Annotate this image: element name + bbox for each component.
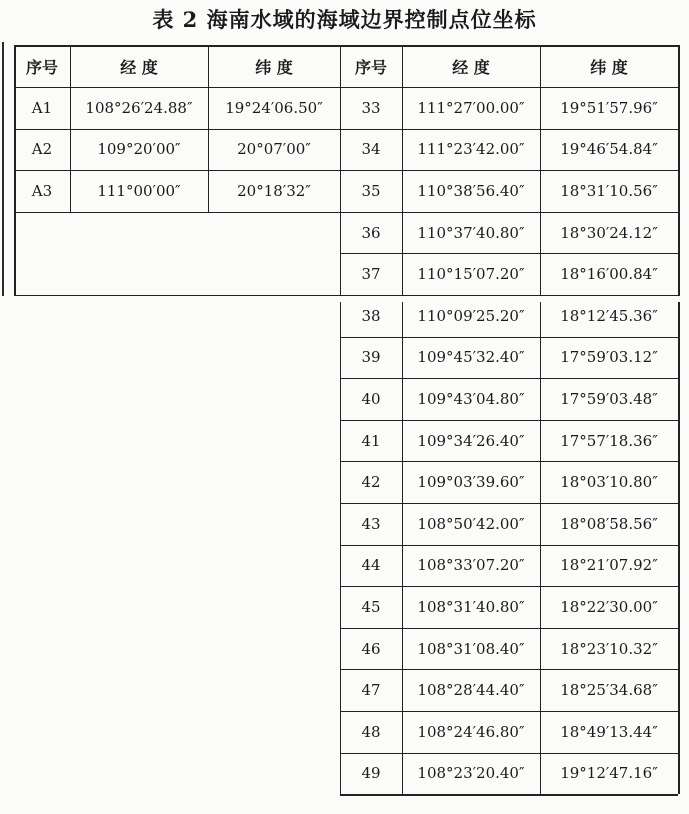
longitude-cell: 110°09′25.20″ <box>417 306 525 325</box>
longitude-cell: 111°23′42.00″ <box>417 140 525 159</box>
longitude-cell: 110°15′07.20″ <box>417 265 525 284</box>
point-id: 36 <box>361 223 381 242</box>
point-id: 48 <box>361 722 381 741</box>
row-rule <box>340 129 678 130</box>
point-id: 47 <box>361 681 381 700</box>
point-id: 37 <box>361 265 381 284</box>
row-rule <box>340 461 678 462</box>
column-rule <box>340 45 341 794</box>
latitude-cell: 18°12′45.36″ <box>560 306 658 325</box>
longitude-cell: 108°31′08.40″ <box>417 639 525 658</box>
latitude-cell: 19°24′06.50″ <box>225 98 323 117</box>
row-rule <box>14 87 678 88</box>
latitude-cell: 17°57′18.36″ <box>560 431 658 450</box>
point-id: 41 <box>361 431 381 450</box>
column-rule <box>402 45 403 794</box>
row-rule <box>340 794 678 796</box>
row-rule <box>340 378 678 379</box>
point-id: A3 <box>31 181 53 200</box>
point-id: 45 <box>361 597 381 616</box>
longitude-cell: 111°27′00.00″ <box>417 98 525 117</box>
latitude-cell: 18°30′24.12″ <box>560 223 658 242</box>
row-rule <box>340 170 678 171</box>
latitude-cell: 19°51′57.96″ <box>560 98 658 117</box>
latitude-cell: 17°59′03.12″ <box>560 348 658 367</box>
point-id: A2 <box>31 140 53 159</box>
page-edge-line <box>2 42 4 300</box>
longitude-cell: 108°26′24.88″ <box>85 98 193 117</box>
row-rule <box>340 420 678 421</box>
longitude-cell: 111°00′00″ <box>97 181 181 200</box>
row-rule <box>14 170 340 171</box>
latitude-cell: 19°12′47.16″ <box>560 764 658 783</box>
column-rule <box>678 45 680 794</box>
point-id: 44 <box>361 556 381 575</box>
longitude-cell: 108°31′40.80″ <box>417 597 525 616</box>
point-id: A1 <box>31 98 53 117</box>
latitude-cell: 18°16′00.84″ <box>560 265 658 284</box>
column-rule <box>70 45 71 212</box>
row-rule <box>340 669 678 670</box>
longitude-cell: 108°50′42.00″ <box>417 514 525 533</box>
point-id: 42 <box>361 473 381 492</box>
latitude-cell: 20°18′32″ <box>237 181 311 200</box>
longitude-cell: 108°24′46.80″ <box>417 722 525 741</box>
point-id: 46 <box>361 639 381 658</box>
row-rule <box>340 253 678 254</box>
longitude-cell: 109°03′39.60″ <box>417 473 525 492</box>
point-id: 39 <box>361 348 381 367</box>
longitude-cell: 109°34′26.40″ <box>417 431 525 450</box>
row-rule <box>340 503 678 504</box>
column-rule <box>14 45 16 295</box>
point-id: 38 <box>361 306 381 325</box>
point-id: 49 <box>361 764 381 783</box>
row-rule <box>340 711 678 712</box>
point-id: 40 <box>361 389 381 408</box>
latitude-cell: 18°31′10.56″ <box>560 181 658 200</box>
scan-seam <box>0 296 689 302</box>
row-rule <box>14 212 340 213</box>
longitude-cell: 108°28′44.40″ <box>417 681 525 700</box>
row-rule <box>340 337 678 338</box>
row-rule <box>340 212 678 213</box>
header-id-right: 序号 <box>354 57 387 77</box>
longitude-cell: 110°38′56.40″ <box>417 181 525 200</box>
latitude-cell: 18°03′10.80″ <box>560 473 658 492</box>
latitude-cell: 18°21′07.92″ <box>560 556 658 575</box>
point-id: 43 <box>361 514 381 533</box>
column-rule <box>208 45 209 212</box>
row-rule <box>14 45 678 47</box>
latitude-cell: 17°59′03.48″ <box>560 389 658 408</box>
header-latitude-left: 纬 度 <box>255 57 293 77</box>
row-rule <box>340 586 678 587</box>
longitude-cell: 110°37′40.80″ <box>417 223 525 242</box>
header-longitude-left: 经 度 <box>120 57 158 77</box>
latitude-cell: 18°49′13.44″ <box>560 722 658 741</box>
latitude-cell: 20°07′00″ <box>237 140 311 159</box>
row-rule <box>340 753 678 754</box>
header-longitude-right: 经 度 <box>452 57 490 77</box>
point-id: 35 <box>361 181 381 200</box>
latitude-cell: 18°23′10.32″ <box>560 639 658 658</box>
latitude-cell: 19°46′54.84″ <box>560 140 658 159</box>
row-rule <box>340 545 678 546</box>
row-rule <box>14 129 340 130</box>
latitude-cell: 18°22′30.00″ <box>560 597 658 616</box>
point-id: 34 <box>361 140 381 159</box>
row-rule <box>340 628 678 629</box>
header-id-left: 序号 <box>25 57 58 77</box>
latitude-cell: 18°25′34.68″ <box>560 681 658 700</box>
longitude-cell: 109°43′04.80″ <box>417 389 525 408</box>
longitude-cell: 109°45′32.40″ <box>417 348 525 367</box>
longitude-cell: 108°33′07.20″ <box>417 556 525 575</box>
longitude-cell: 109°20′00″ <box>97 140 181 159</box>
table-title: 表 2 海南水域的海域边界控制点位坐标 <box>152 7 537 32</box>
column-rule <box>540 45 541 794</box>
point-id: 33 <box>361 98 381 117</box>
header-latitude-right: 纬 度 <box>590 57 628 77</box>
longitude-cell: 108°23′20.40″ <box>417 764 525 783</box>
latitude-cell: 18°08′58.56″ <box>560 514 658 533</box>
